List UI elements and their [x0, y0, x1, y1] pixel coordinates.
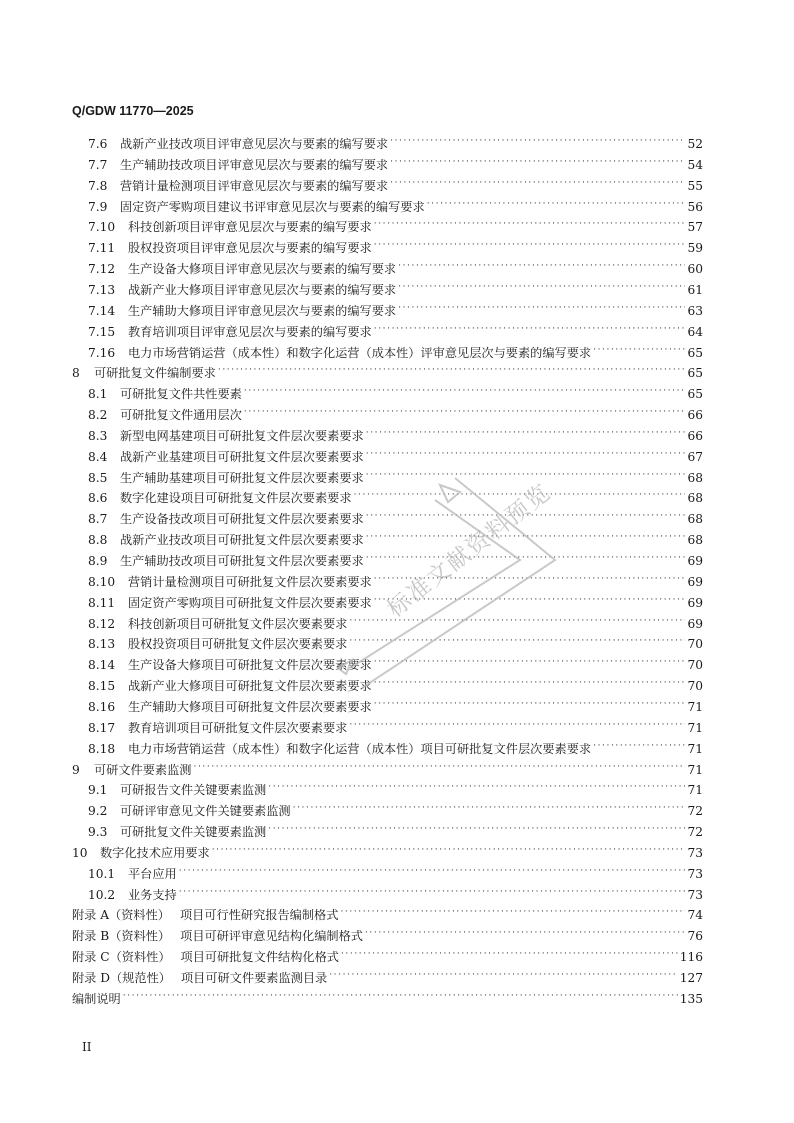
- toc-entry-title: 教育培训项目可研批复文件层次要素要求: [128, 720, 348, 735]
- toc-entry-page: 55: [687, 178, 703, 193]
- toc-entry-page: 72: [687, 804, 703, 819]
- toc-entry-page: 127: [679, 971, 703, 985]
- toc-entry-number: 9: [72, 762, 80, 777]
- toc-leader-dots: [244, 381, 686, 401]
- toc-entry-title: 科技创新项目评审意见层次与要素的编写要求: [128, 220, 372, 235]
- toc-entry-number: 7.15: [88, 324, 116, 339]
- toc-entry-title: 股权投资项目评审意见层次与要素的编写要求: [128, 241, 372, 256]
- toc-leader-dots: [179, 861, 686, 881]
- toc-leader-dots: [268, 819, 685, 839]
- toc-leader-dots: [341, 944, 678, 964]
- toc-leader-dots: [374, 214, 686, 234]
- doc-code: Q/GDW 11770—2025: [72, 104, 194, 118]
- toc-leader-dots: [179, 882, 686, 902]
- toc-entry-number: 8.10: [88, 574, 116, 589]
- toc-entry-number: 7.8: [88, 178, 108, 193]
- toc-leader-dots: [366, 465, 686, 485]
- toc-leader-dots: [293, 798, 686, 818]
- toc-entry-number: 8.9: [88, 554, 108, 568]
- toc-entry-title: 战新产业技改项目可研批复文件层次要素要求: [120, 533, 364, 548]
- toc-leader-dots: [354, 485, 686, 505]
- toc-entry-title: 战新产业大修项目评审意见层次与要素的编写要求: [128, 282, 397, 297]
- toc-entry-page: 66: [687, 428, 703, 443]
- toc-entry-title: 营销计量检测项目评审意见层次与要素的编写要求: [120, 178, 389, 193]
- toc-leader-dots: [365, 923, 686, 943]
- toc-entry-number: 10.2: [88, 887, 116, 902]
- toc-entry-number: 附录 D（规范性）: [72, 971, 171, 985]
- toc-entry-title: 项目可行性研究报告编制格式: [180, 908, 339, 923]
- toc-leader-dots: [366, 444, 686, 464]
- toc-entry-number: 10: [72, 845, 88, 860]
- toc-entry-page: 69: [687, 554, 703, 568]
- toc-entry-title: 项目可研评审意见结构化编制格式: [180, 929, 363, 944]
- toc-leader-dots: [268, 777, 685, 797]
- toc-entry-title: 可研评审意见文件关键要素监测: [120, 804, 291, 819]
- toc-leader-dots: [218, 360, 686, 380]
- toc-entry-number: 7.13: [88, 282, 116, 297]
- toc-entry-number: 7.7: [88, 157, 108, 172]
- toc-entry-page: 66: [687, 408, 703, 423]
- toc-entry-title: 电力市场营销运营（成本性）和数字化运营（成本性）评审意见层次与要素的编写要求: [128, 345, 592, 360]
- toc-entry-number: 8.12: [88, 616, 116, 631]
- toc-leader-dots: [390, 131, 685, 151]
- toc-entry-title: 生产设备大修项目评审意见层次与要素的编写要求: [128, 262, 397, 277]
- toc-entry-title: 生产辅助基建项目可研批复文件层次要素要求: [120, 470, 364, 485]
- toc-entry-page: 65: [687, 366, 703, 381]
- toc-entry[interactable]: [72, 989, 703, 1009]
- toc-leader-dots: [349, 631, 685, 651]
- toc-leader-dots: [244, 402, 686, 422]
- toc-entry-title: 平台应用: [128, 866, 177, 881]
- toc-leader-dots: [366, 423, 686, 443]
- toc-entry-page: 67: [687, 449, 703, 464]
- toc-entry-number: 8.1: [88, 387, 108, 402]
- toc-entry-title: 生产设备技改项目可研批复文件层次要素要求: [120, 512, 364, 527]
- toc-leader-dots: [123, 986, 678, 1006]
- toc-leader-dots: [593, 736, 685, 756]
- toc-entry-title: 新型电网基建项目可研批复文件层次要素要求: [120, 428, 364, 443]
- toc-entry-number: 8.5: [88, 470, 108, 485]
- toc-entry-number: 附录 C（资料性）: [72, 950, 171, 965]
- toc-entry-title: 可研批复文件编制要求: [94, 366, 216, 381]
- toc-entry-page: 60: [687, 262, 703, 277]
- toc-entry-page: 71: [687, 720, 703, 735]
- toc-entry-page: 64: [687, 324, 703, 339]
- toc-entry-page: 69: [687, 574, 703, 589]
- toc-entry-page: 116: [679, 950, 703, 965]
- toc-leader-dots: [390, 152, 685, 172]
- toc-entry-page: 68: [687, 533, 703, 548]
- toc-entry-page: 52: [687, 137, 703, 151]
- toc-entry-title: 数字化技术应用要求: [100, 845, 210, 860]
- toc-entry-title: 生产辅助大修项目评审意见层次与要素的编写要求: [128, 303, 397, 318]
- toc-leader-dots: [390, 173, 685, 193]
- toc-leader-dots: [374, 319, 686, 339]
- toc-entry-number: 7.10: [88, 220, 116, 235]
- toc-entry-page: 76: [687, 929, 703, 944]
- toc-entry-number: 附录 A（资料性）: [72, 908, 170, 923]
- toc-entry-page: 54: [687, 157, 703, 172]
- toc-entry-title: 电力市场营销运营（成本性）和数字化运营（成本性）项目可研批复文件层次要素要求: [128, 741, 592, 756]
- toc-entry-number: 7.6: [88, 137, 108, 151]
- toc-entry-title: 科技创新项目可研批复文件层次要素要求: [128, 616, 348, 631]
- toc-entry-title: 固定资产零购项目建议书评审意见层次与要素的编写要求: [120, 199, 425, 214]
- toc-entry-title: 业务支持: [128, 887, 177, 902]
- toc-entry-title: 生产辅助技改项目可研批复文件层次要素要求: [120, 554, 364, 568]
- toc-entry-number: 8.3: [88, 428, 108, 443]
- toc-entry-title: 编制说明: [72, 991, 121, 1006]
- toc-entry-title: 可研批复文件关键要素监测: [120, 825, 267, 840]
- toc-entry-number: 8.15: [88, 679, 116, 694]
- toc-entry-title: 项目可研文件要素监测目录: [180, 971, 328, 985]
- toc-leader-dots: [366, 527, 686, 547]
- toc-leader-dots: [374, 569, 686, 589]
- toc-leader-dots: [427, 194, 686, 214]
- toc-entry-title: 战新产业技改项目评审意见层次与要素的编写要求: [120, 137, 389, 151]
- toc-entry-page: 69: [687, 616, 703, 631]
- toc-entry-title: 教育培训项目评审意见层次与要素的编写要求: [128, 324, 372, 339]
- toc-entry-title: 项目可研批复文件结构化格式: [180, 950, 339, 965]
- toc-entry-page: 72: [687, 825, 703, 840]
- toc-entry-title: 可研批复文件通用层次: [120, 408, 242, 423]
- toc-leader-dots: [349, 715, 685, 735]
- toc-entry-number: 9.1: [88, 783, 108, 798]
- toc-entry-title: 营销计量检测项目可研批复文件层次要素要求: [128, 574, 372, 589]
- toc-entry-number: 7.16: [88, 345, 116, 360]
- watermark-text: 标准文献资料预览: [382, 479, 557, 623]
- toc-entry-number: 9.3: [88, 825, 108, 840]
- toc-leader-dots: [374, 673, 686, 693]
- toc-entry-title: 数字化建设项目可研批复文件层次要素要求: [120, 491, 352, 506]
- toc-entry-page: 59: [687, 241, 703, 256]
- toc-leader-dots: [212, 840, 686, 860]
- toc-leader-dots: [374, 652, 686, 672]
- toc-leader-dots: [398, 277, 685, 297]
- toc-leader-dots: [366, 506, 686, 526]
- toc-entry-page: 74: [687, 908, 703, 923]
- toc-leader-dots: [374, 694, 686, 714]
- toc-entry-page: 63: [687, 303, 703, 318]
- toc-entry-page: 65: [687, 387, 703, 402]
- toc-entry-page: 56: [687, 199, 703, 214]
- toc-entry-page: 68: [687, 491, 703, 506]
- toc-leader-dots: [349, 611, 685, 631]
- toc-entry-page: 70: [687, 658, 703, 673]
- toc-entry-number: 7.12: [88, 262, 116, 277]
- toc-entry-page: 71: [687, 699, 703, 714]
- toc-entry-number: 8.7: [88, 512, 108, 527]
- toc-entry-page: 57: [687, 220, 703, 235]
- toc-entry-number: 8.6: [88, 491, 108, 506]
- toc-entry-page: 70: [687, 679, 703, 694]
- toc-leader-dots: [194, 757, 686, 777]
- toc-leader-dots: [340, 902, 685, 922]
- toc-entry-page: 71: [687, 783, 703, 798]
- toc-entry-page: 68: [687, 470, 703, 485]
- toc-entry-page: 135: [679, 991, 703, 1006]
- toc-entry-title: 可研批复文件共性要素: [120, 387, 242, 402]
- toc-entry-number: 8.2: [88, 408, 108, 423]
- toc-leader-dots: [398, 256, 685, 276]
- toc-entry-page: 71: [687, 741, 703, 756]
- toc-entry-page: 68: [687, 512, 703, 527]
- toc-entry-title: 生产辅助大修项目可研批复文件层次要素要求: [128, 699, 372, 714]
- toc-entry-number: 附录 B（资料性）: [72, 929, 171, 944]
- toc-entry-number: 7.9: [88, 199, 108, 214]
- page-number: II: [82, 1040, 92, 1054]
- toc-entry-page: 69: [687, 595, 703, 610]
- toc-entry-number: 8.17: [88, 720, 116, 735]
- toc-entry-number: 8.4: [88, 449, 108, 464]
- toc-entry-page: 71: [687, 762, 703, 777]
- toc-entry-page: 73: [687, 845, 703, 860]
- toc-entry-title: 生产辅助技改项目评审意见层次与要素的编写要求: [120, 157, 389, 172]
- toc-entry-page: 61: [687, 282, 703, 297]
- toc-leader-dots: [398, 298, 685, 318]
- toc-entry-number: 8.16: [88, 699, 116, 714]
- toc-entry-page: 70: [687, 637, 703, 652]
- toc-entry-title: 可研报告文件关键要素监测: [120, 783, 267, 798]
- toc-entry-number: 8: [72, 366, 80, 381]
- toc-entry-number: 9.2: [88, 804, 108, 819]
- toc-entry-title: 战新产业大修项目可研批复文件层次要素要求: [128, 679, 372, 694]
- toc-entry-title: 生产设备大修项目可研批复文件层次要素要求: [128, 658, 372, 673]
- toc-entry-page: 73: [687, 866, 703, 881]
- toc-entry-page: 73: [687, 887, 703, 902]
- toc-entry-number: 8.18: [88, 741, 116, 756]
- toc-entry-number: 10.1: [88, 866, 116, 881]
- toc-leader-dots: [593, 340, 685, 360]
- toc-entry-number: 8.8: [88, 533, 108, 548]
- toc-leader-dots: [374, 590, 686, 610]
- toc-leader-dots: [329, 965, 678, 985]
- toc-entry-number: 7.11: [88, 241, 116, 256]
- toc-leader-dots: [374, 235, 686, 255]
- toc-entry-number: 8.14: [88, 658, 116, 673]
- toc-entry-title: 固定资产零购项目可研批复文件层次要素要求: [128, 595, 372, 610]
- toc-entry-number: 7.14: [88, 303, 116, 318]
- toc-leader-dots: [366, 548, 686, 568]
- toc-entry-number: 8.13: [88, 637, 116, 652]
- toc-entry-title: 可研文件要素监测: [94, 762, 192, 777]
- toc-entry-title: 股权投资项目可研批复文件层次要素要求: [128, 637, 348, 652]
- toc-entry-page: 65: [687, 345, 703, 360]
- toc-entry-number: 8.11: [88, 595, 116, 610]
- toc-entry-title: 战新产业基建项目可研批复文件层次要素要求: [120, 449, 364, 464]
